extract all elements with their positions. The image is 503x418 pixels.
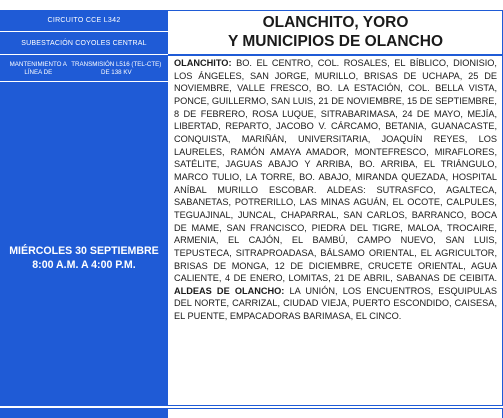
next-row-left (0, 408, 168, 418)
next-row-right (168, 408, 503, 418)
olancho-areas: LA UNIÓN, LOS ENCUENTROS, ESQUIPULAS DEL NORTE, CARRIZAL, CIUDAD VIEJA, PUERTO ESCONDIDO, CAISESA, EL PUENTE, EMPACADORAS BARIMASA, EL CINCO. (174, 285, 497, 322)
region-title (168, 13, 503, 51)
circuit-label: CIRCUITO CCE L342 (0, 10, 168, 32)
affected-areas-text (174, 57, 497, 323)
maintenance-label (0, 56, 168, 82)
region-title-line-1: OLANCHITO, YORO (262, 14, 409, 31)
region-title-line-2: Y MUNICIPIOS DE OLANCHO (227, 33, 443, 50)
title-divider (168, 54, 503, 56)
outage-time: 8:00 A.M. A 4:00 P.M. (32, 259, 136, 271)
schedule-panel (0, 10, 168, 406)
olancho-label: ALDEAS DE OLANCHO: (174, 285, 285, 296)
maintenance-line-1: MANTENIMIENTO A LÍNEA DE (9, 60, 67, 76)
affected-areas-panel (168, 10, 503, 406)
olanchito-label: OLANCHITO: (174, 58, 232, 68)
next-row-edge (0, 408, 503, 418)
maintenance-line-2: TRANSMISIÓN L516 (TEL-CTE) DE 138 KV (71, 60, 162, 76)
substation-label: SUBESTACIÓN COYOLES CENTRAL (0, 33, 168, 55)
outage-date: MIÉRCOLES 30 SEPTIEMBRE (9, 245, 159, 257)
outage-schedule (0, 244, 168, 272)
olanchito-areas: BO. EL CENTRO, COL. ROSALES, EL BÍBLICO, DIONISIO, LOS ÁNGELES, SAN JORGE, MURILLO, BRISAS DE UCHAPA, 25 DE NOVIEMBRE, VALLE FRESCO, BO. LA ESTACIÓN, COL. BELLA VISTA, PONCE, GUILLERMO, SAN LUIS, 21 DE NOVIEMBRE, 15 DE SEPTIEMBRE, 8 DE FEBRERO, ROSA LUQUE, SITRABARIMASA, 24 DE MAYO, MEJÍA, LIBERTAD, REPARTO, JACOBO V. CÁRCAMO, BETANIA, GUANACASTE, CONQUISTA, MARIÑÁN, UNIVERSITARIA, JOAQUÍN REYES, LOS LAURELES, RAMÓN AMAYA AMADOR, MONTEFRESCO, MIRAFLORES, SATÉLITE, JAGUAS ABAJO Y ARRIBA, BO. ARRIBA, EL TRIÁNGULO, MARCO TULIO, LA TORRE, BO. ABAJO, MIRANDA QUEZADA, HOSPITAL ANÍBAL MURILLO ESCOBAR. ALDEAS: SUTRASFCO, AGALTECA, SABANETAS, POTRERILLO, LAS MINAS AGUÁN, EL OCOTE, CALPULES, TEGUAJINAL, JUNCAL, CHAPARRAL, SAN CARLOS, BARRANCO, BOCA DE MAME, SAN FRANCISCO, PIEDRA DEL TIGRE, MALOA, TROCAIRE, ARMENIA, EL CAJÓN, EL BAMBÚ, CAMPO NUEVO, SAN LUIS, TEPUSTECA, SITRAPROADASA, BÁLSAMO ORIENTAL, EL AGRICULTOR, BRISAS DE MONGA, 12 DE DICIEMBRE, CRUCETE ORIENTAL, AGUA CALIENTE, 4 DE ENERO, LOMITAS, 21 DE ABRIL, SABANAS DE CEIBITA. (174, 58, 497, 284)
